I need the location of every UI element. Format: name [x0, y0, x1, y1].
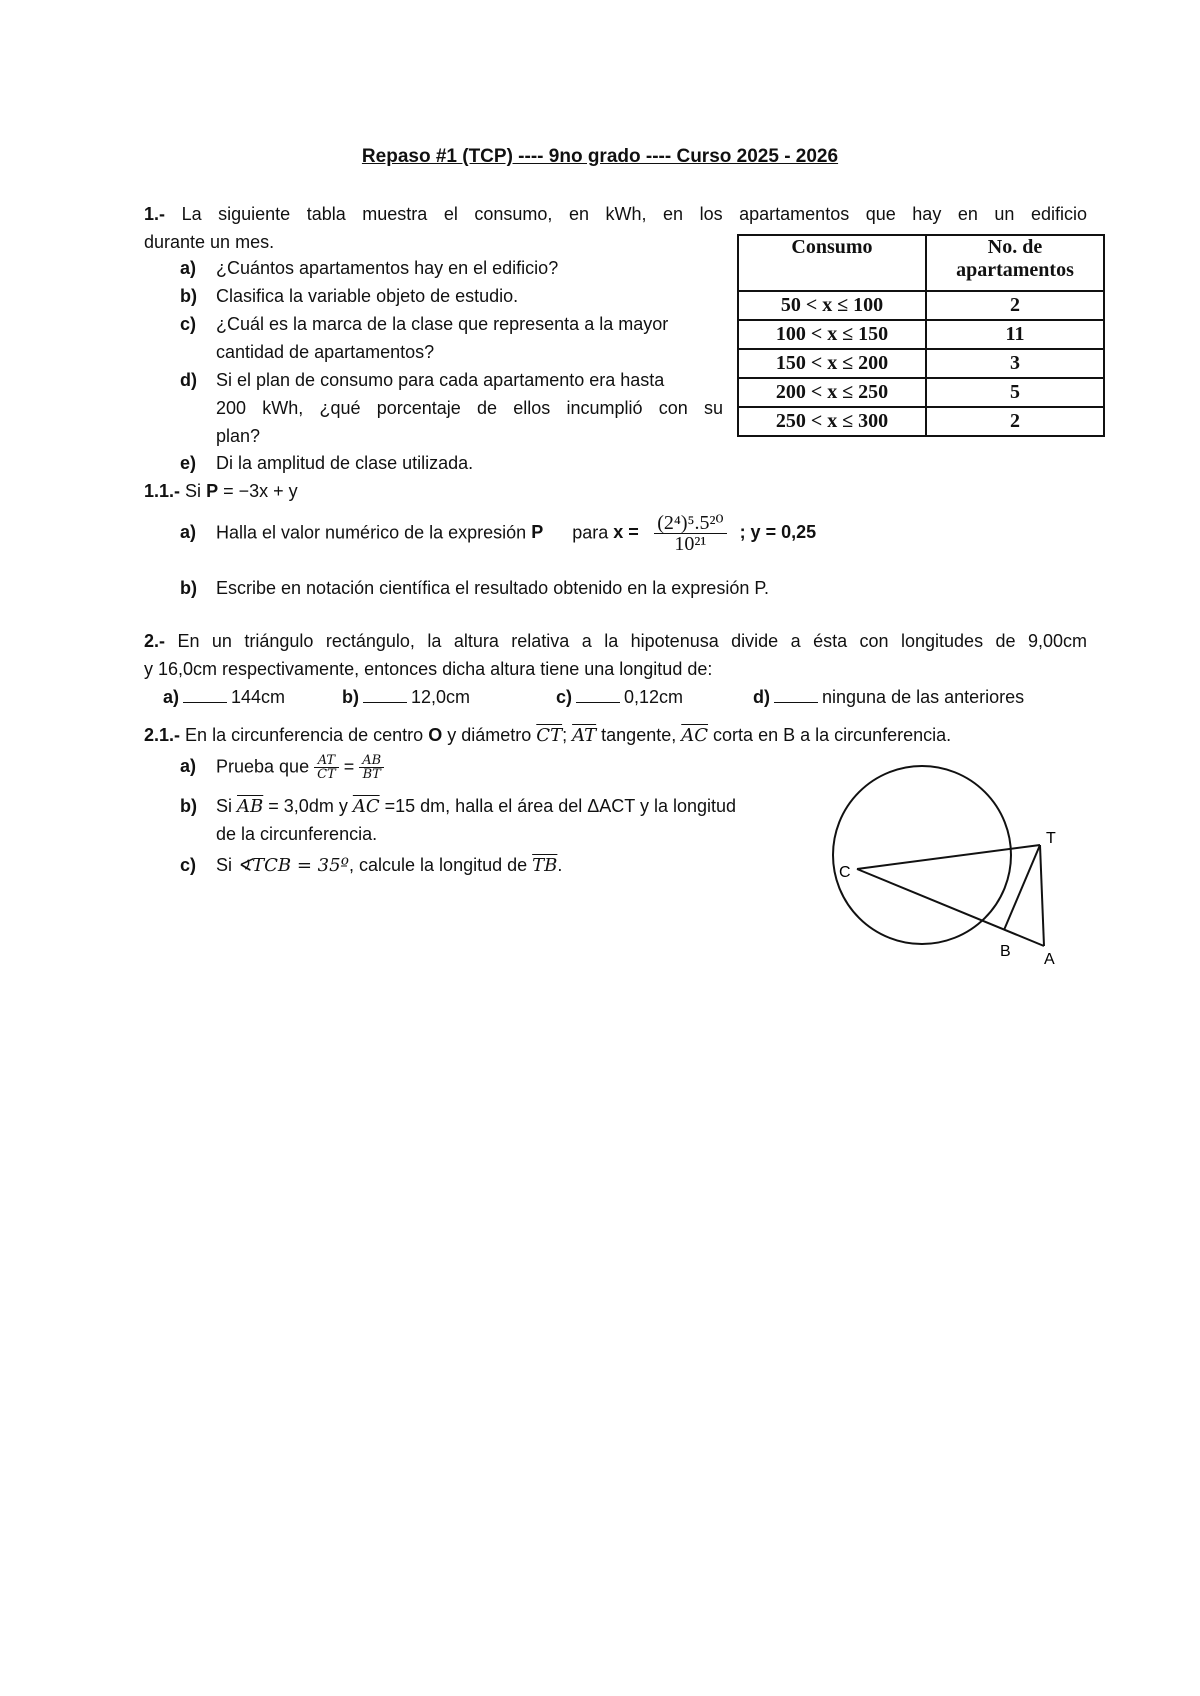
table-header-row — [738, 235, 1104, 291]
point-c-label: C — [839, 864, 851, 881]
header-apartamentos: No. de apartamentos — [926, 235, 1104, 291]
q2-option-d: d) ninguna de las anteriores — [753, 687, 1025, 707]
q2-line2: y 16,0cm respectivamente, entonces dicha altura tiene una longitud de: — [144, 659, 713, 679]
q21-item-b: b) Si $\overline{AB} = 3,0dm$ y $\overline{AC} =15$ dm, halla el área del ΔACT y la longitud — [180, 796, 737, 817]
header-consumo: Consumo — [738, 235, 926, 291]
q1-intro-line1: 1.- La siguiente tabla muestra el consumo, en kWh, en los apartamentos que hay en un edificio — [144, 204, 1087, 224]
q1-item-b: b) Clasifica la variable objeto de estudio. — [180, 286, 519, 306]
point-t-label: T — [1046, 830, 1056, 847]
secant-ca — [857, 869, 1044, 946]
point-b-label: B — [1000, 943, 1011, 960]
q1-item-d-line2: 200 kWh, ¿qué porcentaje de ellos incumplió con su — [216, 398, 723, 418]
q21-item-b-line2: de la circunferencia. — [216, 824, 378, 844]
count-cell: 2 — [926, 407, 1104, 436]
q2-option-b: b) 12,0cm — [342, 687, 471, 707]
table-row — [738, 349, 1104, 378]
q11-statement: 1.1.- Si P = −3x + y — [144, 481, 298, 501]
q1-item-d: d) Si el plan de consumo para cada apartamento era hasta — [180, 370, 665, 390]
count-cell: 3 — [926, 349, 1104, 378]
table-row — [738, 378, 1104, 407]
count-cell: 5 — [926, 378, 1104, 407]
page-title: Repaso #1 (TCP) ---- 9no grado ---- Curso 2025 - 2026 — [361, 146, 839, 167]
table-row — [738, 320, 1104, 349]
diameter-ct — [857, 845, 1040, 869]
q2-option-c: c) 0,12cm — [556, 687, 684, 707]
range-cell: 150 < x ≤ 200 — [738, 349, 926, 378]
q1-item-e: e) Di la amplitud de clase utilizada. — [180, 453, 474, 473]
q2-line1: 2.- En un triángulo rectángulo, la altura relativa a la hipotenusa divide a ésta con longitudes de 9,00cm — [144, 631, 1087, 651]
count-cell: 11 — [926, 320, 1104, 349]
range-cell: 100 < x ≤ 150 — [738, 320, 926, 349]
count-cell: 2 — [926, 291, 1104, 320]
range-cell: 200 < x ≤ 250 — [738, 378, 926, 407]
q11-item-a: a) Halla el valor numérico de la expresión P para x = $\frac{\text{(2⁴)⁵.5²⁰}}{\text{10²¹}}$ ; y = 0,25 — [180, 512, 817, 555]
tangent-ta — [1040, 845, 1044, 946]
q1-item-a: a) ¿Cuántos apartamentos hay en el edificio? — [180, 258, 559, 278]
table-row — [738, 407, 1104, 436]
q21-item-a: a) Prueba que $\frac{AT}{CT}$ = $\frac{AB}{BT}$ — [180, 754, 384, 781]
q1-intro-line2: durante un mes. — [144, 232, 275, 252]
range-cell: 50 < x ≤ 100 — [738, 291, 926, 320]
q1-item-d-line3: plan? — [216, 426, 261, 446]
consumption-table — [737, 234, 1105, 437]
circumference — [833, 766, 1011, 944]
x-fraction: $\frac{\text{(2⁴)⁵.5²⁰}}{\text{10²¹}}$ — [654, 513, 726, 554]
chord-tb — [1004, 845, 1040, 930]
range-cell: 250 < x ≤ 300 — [738, 407, 926, 436]
circle-tangent-figure — [820, 760, 1080, 970]
q1-item-c-line2: cantidad de apartamentos? — [216, 342, 435, 362]
q1-item-c: c) ¿Cuál es la marca de la clase que representa a la mayor — [180, 314, 669, 334]
q2-option-a: a) 144cm — [163, 687, 286, 707]
q11-item-b: b) Escribe en notación científica el resultado obtenido en la expresión P. — [180, 578, 770, 598]
table-row — [738, 291, 1104, 320]
q1-label: 1.- — [144, 204, 166, 224]
q21-statement: 2.1.- En la circunferencia de centro O y diámetro $\overline{CT}$; $\overline{AT}$ tangente, $\overline{AC}$ corta en B a la circunferencia. — [144, 725, 952, 746]
q21-item-c: c) Si ∢TCB = 35º, calcule la longitud de $\overline{TB}$. — [180, 855, 563, 876]
point-a-label: A — [1044, 951, 1055, 968]
